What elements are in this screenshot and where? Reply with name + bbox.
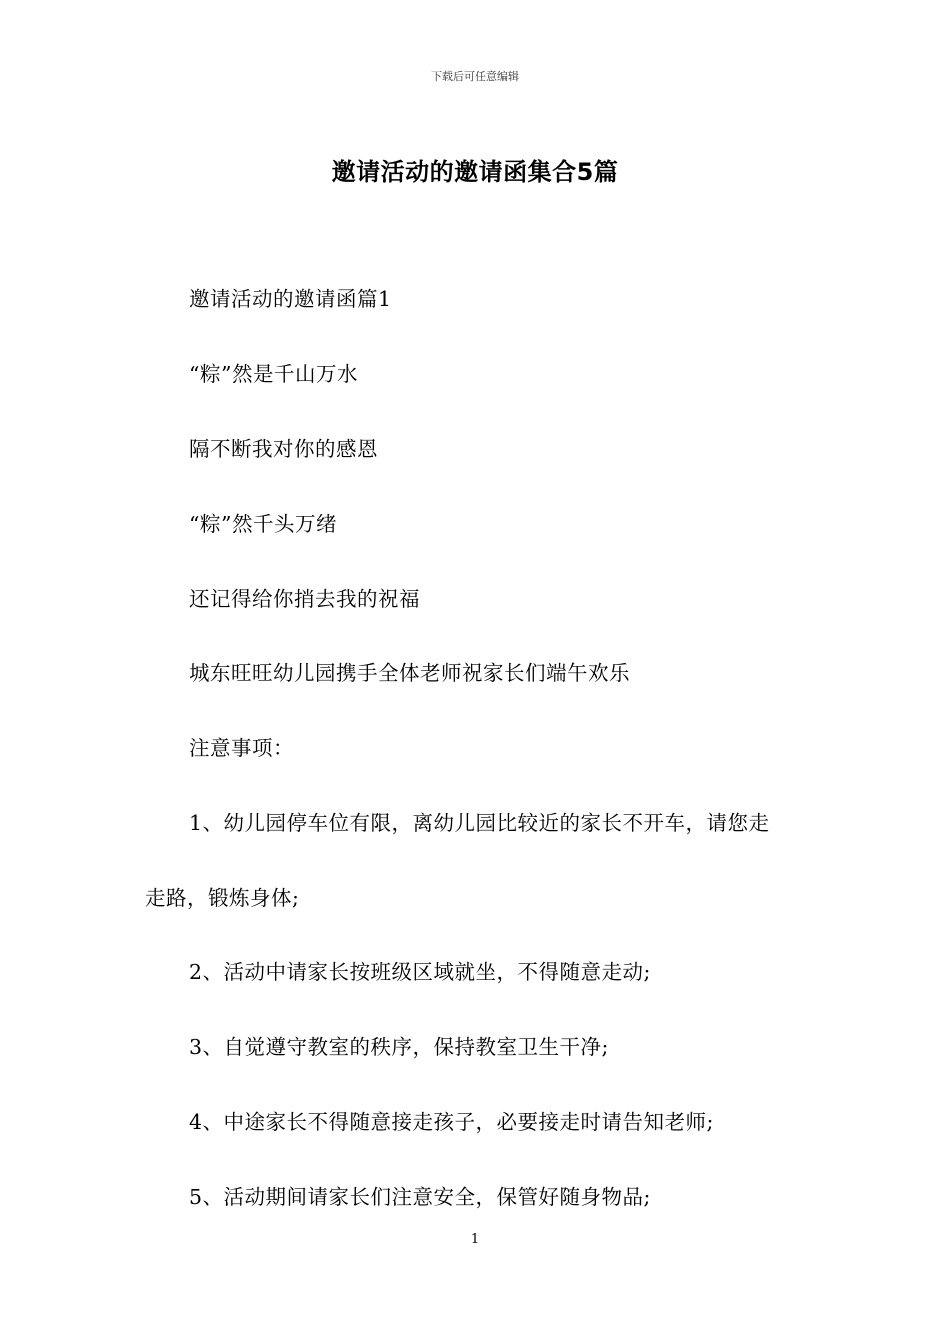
paragraph: 4、中途家长不得随意接走孩子，必要接走时请告知老师; (189, 1110, 714, 1134)
paragraph: 注意事项： (189, 736, 294, 760)
paragraph: 2、活动中请家长按班级区域就坐，不得随意走动; (189, 960, 651, 984)
document-title: 邀请活动的邀请函集合5篇 (331, 158, 619, 186)
download-note: 下载后可任意编辑 (431, 70, 519, 83)
paragraph: 邀请活动的邀请函篇1 (189, 287, 392, 311)
paragraph: 1、幼儿园停车位有限，离幼儿园比较近的家长不开车，请您走 (189, 811, 770, 835)
paragraph: 5、活动期间请家长们注意安全，保管好随身物品; (189, 1185, 651, 1209)
paragraph: 3、自觉遵守教室的秩序，保持教室卫生干净; (189, 1035, 609, 1059)
paragraph: 还记得给你捎去我的祝福 (189, 587, 420, 611)
paragraph: 城东旺旺幼儿园携手全体老师祝家长们端午欢乐 (189, 661, 630, 685)
paragraph-continuation: 走路，锻炼身体; (145, 886, 300, 910)
paragraph: “粽”然是千山万水 (189, 362, 358, 386)
paragraph: 隔不断我对你的感恩 (189, 437, 378, 461)
page-number: 1 (470, 1232, 480, 1247)
paragraph: “粽”然千头万绪 (189, 512, 337, 536)
